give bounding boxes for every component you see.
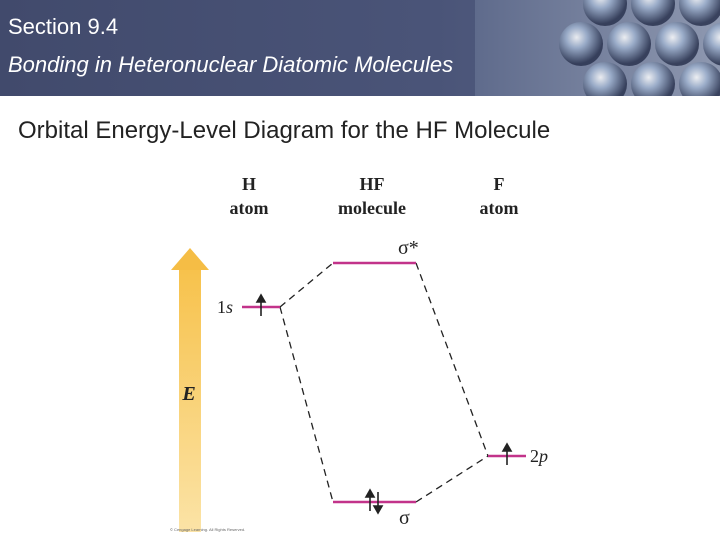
f-atom-heading-line1: F xyxy=(493,174,505,194)
sigma-star-to-f2p-line xyxy=(416,263,488,456)
h-atom-heading-line2: atom xyxy=(229,198,269,218)
h1s-to-sigma-line xyxy=(280,307,333,502)
f-2p-label: 2p xyxy=(530,446,548,466)
slide-title: Orbital Energy-Level Diagram for the HF Molecule xyxy=(18,117,551,144)
hf-molecule-heading-line2: molecule xyxy=(338,198,406,218)
sigma-to-f2p-line xyxy=(416,456,488,502)
hf-molecule-heading-line1: HF xyxy=(359,174,385,194)
h-atom-heading-line1: H xyxy=(241,174,257,194)
f-2p-electron-up-icon xyxy=(503,444,511,465)
section-number: Section 9.4 xyxy=(8,14,119,39)
sigma-star-label: σ* xyxy=(398,237,419,259)
h-1s-electron-up-icon xyxy=(257,295,265,316)
energy-axis-label: E xyxy=(182,383,196,405)
sigma-label: σ xyxy=(399,507,410,529)
correlation-lines xyxy=(280,263,488,502)
h-1s-label: 1s xyxy=(217,297,234,317)
copyright-notice: © Cengage Learning. All Rights Reserved. xyxy=(170,527,246,532)
section-subtitle: Bonding in Heteronuclear Diatomic Molecules xyxy=(8,52,454,77)
h1s-to-sigma-star-line xyxy=(280,263,333,307)
f-atom-heading-line2: atom xyxy=(479,198,519,218)
